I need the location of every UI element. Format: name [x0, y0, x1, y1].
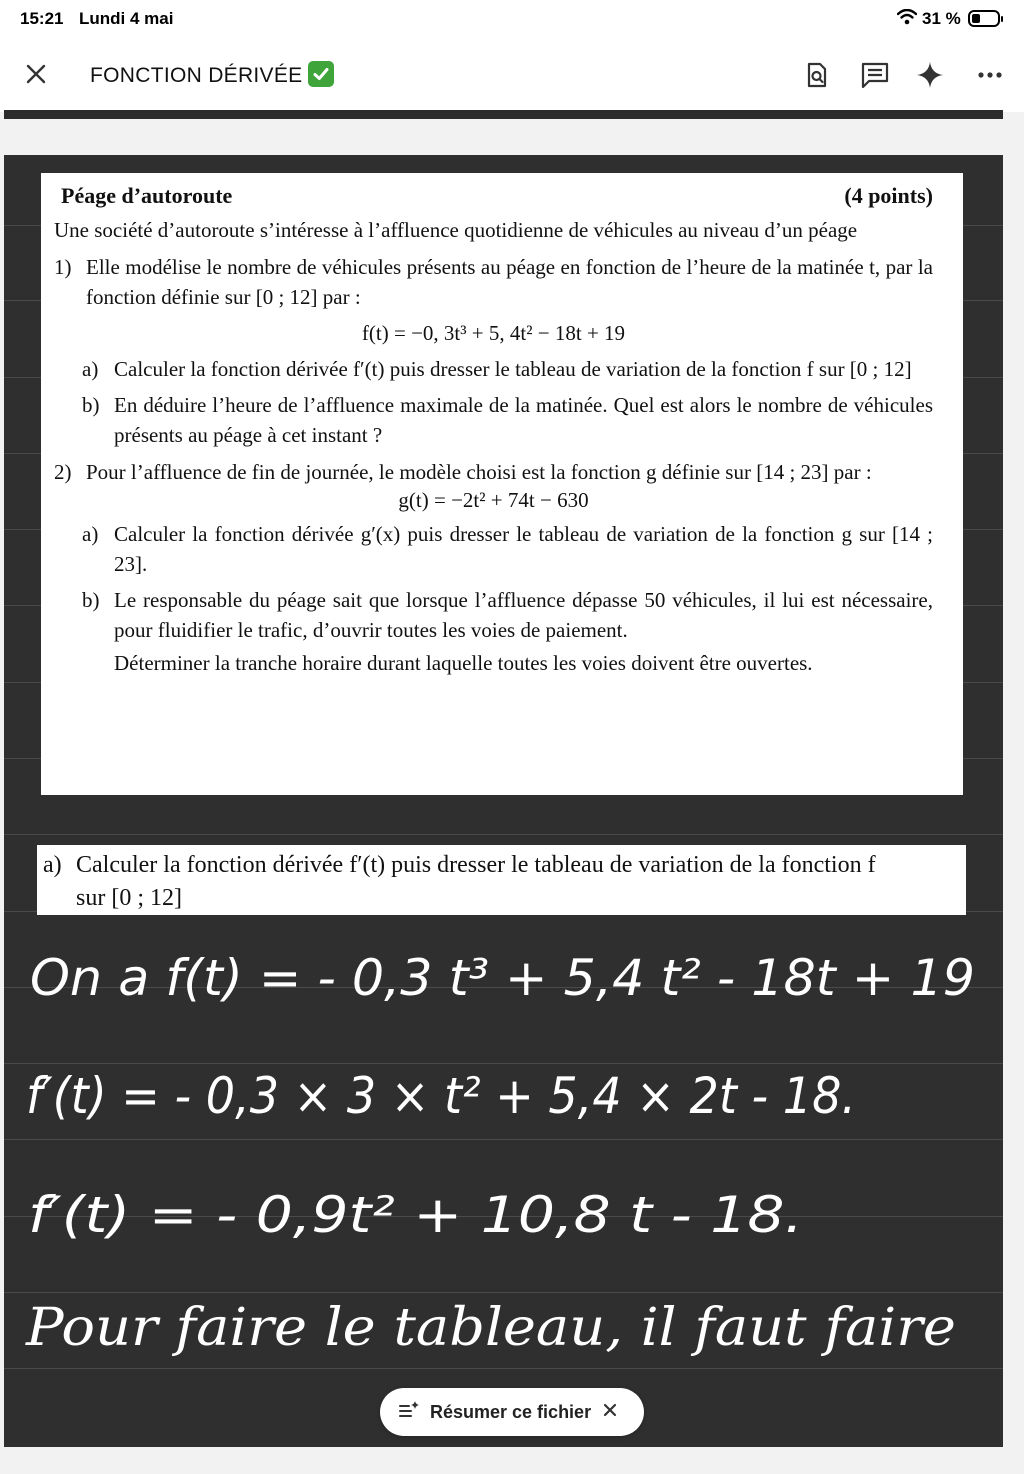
- exercise-points: (4 points): [844, 183, 933, 208]
- handwritten-text: Pour faire le tableau, il faut faire: [24, 1298, 957, 1358]
- subquestion-text: Calculer la fonction dérivée g′(x) puis dresser le tableau de variation de la fonction g sur [14 ; 23].: [114, 522, 933, 576]
- gemini-sparkle-icon[interactable]: [915, 60, 945, 90]
- question-text: Elle modélise le nombre de véhicules présents au péage en fonction de l’heure de la matinée t, par la fonction définie sur [0 ; 12] par :: [86, 255, 933, 309]
- ruled-line: [4, 834, 1003, 835]
- question-excerpt: [37, 845, 966, 915]
- comment-icon[interactable]: [860, 60, 890, 90]
- subquestion-text: En déduire l’heure de l’affluence maximale de la matinée. Quel est alors le nombre de véhicules présents au péage à cet instant ?: [114, 393, 933, 447]
- handwritten-text: f′(t) = - 0,3 × 3 × t² + 5,4 × 2t - 18.: [26, 1067, 856, 1125]
- subquestion-label: b): [82, 393, 100, 417]
- handwritten-line-4: [4, 1275, 1003, 1385]
- handwritten-text: On a f(t) = - 0,3 t³ + 5,4 t² - 18t + 19: [30, 949, 975, 1007]
- handwritten-text: f′(t) = - 0,9t² + 10,8 t - 18.: [28, 1186, 803, 1244]
- excerpt-label: a): [43, 852, 62, 878]
- question-2a: [54, 519, 933, 579]
- formula-g: g(t) = −2t² + 74t − 630: [398, 488, 589, 512]
- question-2b: [54, 585, 933, 678]
- document-title-text: FONCTION DÉRIVÉE: [90, 64, 303, 87]
- search-in-document-icon[interactable]: [802, 60, 832, 90]
- status-date: Lundi 4 mai: [79, 9, 174, 28]
- question-number: 1): [54, 255, 72, 279]
- close-icon[interactable]: [601, 1401, 619, 1424]
- check-mark-icon: [308, 61, 334, 87]
- document-title: [90, 61, 334, 88]
- status-time: 15:21: [20, 9, 64, 28]
- summarize-label: Résumer ce fichier: [430, 1401, 592, 1422]
- subquestion-label: a): [82, 357, 99, 381]
- exercise-header: [54, 181, 933, 211]
- handwritten-line-3: [4, 1160, 1003, 1270]
- more-options-icon[interactable]: [975, 60, 1005, 90]
- subquestion-text: Le responsable du péage sait que lorsque l’affluence dépasse 50 véhicules, il lui est nécessaire, pour fluidifier le trafic, d’ouvrir toutes les voies de paiement.: [114, 588, 933, 642]
- subquestion-text: Calculer la fonction dérivée f′(t) puis dresser le tableau de variation de la fonction f sur [0 ; 12]: [114, 357, 912, 381]
- wifi-icon: [897, 9, 917, 30]
- subquestion-label: a): [82, 522, 99, 546]
- exercise-intro: Une société d’autoroute s’intéresse à l’affluence quotidienne de véhicules au niveau d’un péage: [54, 218, 858, 242]
- question-1: [54, 252, 933, 312]
- summarize-file-button[interactable]: [380, 1388, 644, 1436]
- subquestion-text-2: Déterminer la tranche horaire durant laquelle toutes les voies doivent être ouvertes.: [114, 651, 813, 675]
- question-text: Pour l’affluence de fin de journée, le modèle choisi est la fonction g définie sur [14 ; 23] par :: [86, 460, 872, 484]
- question-2: [54, 457, 933, 487]
- status-bar: [0, 0, 1024, 40]
- question-number: 2): [54, 460, 72, 484]
- excerpt-line-1: Calculer la fonction dérivée f′(t) puis dresser le tableau de variation de la fonction f: [76, 852, 876, 878]
- handwritten-line-2: [4, 1045, 1003, 1155]
- exercise-card: [41, 173, 963, 795]
- exercise-title: Péage d’autoroute: [61, 183, 233, 208]
- document-page[interactable]: [4, 155, 1003, 1447]
- question-1a: [54, 354, 933, 384]
- formula-f: f(t) = −0, 3t³ + 5, 4t² − 18t + 19: [361, 321, 626, 345]
- question-1b: [54, 390, 933, 450]
- previous-page-edge: [4, 110, 1003, 119]
- battery-percent: 31 %: [922, 9, 961, 28]
- excerpt-line-2: sur [0 ; 12]: [76, 885, 182, 911]
- app-toolbar: [0, 40, 1024, 112]
- battery-icon: [968, 10, 1000, 27]
- subquestion-label: b): [82, 588, 100, 612]
- close-icon[interactable]: [22, 60, 50, 88]
- summarize-icon: [398, 1400, 420, 1425]
- handwritten-line-1: [4, 935, 1003, 1045]
